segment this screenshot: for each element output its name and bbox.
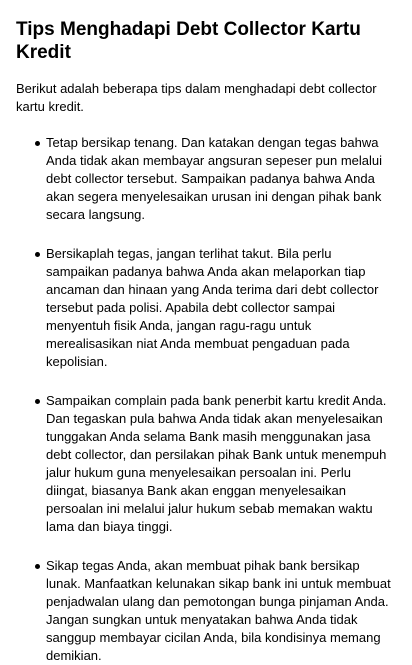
tip-text: Sikap tegas Anda, akan membuat pihak bank bersikap lunak. Manfaatkan kelunakan sikap bank ini untuk membuat penjadwalan ulang dan pemotongan bunga pinjaman Anda. Jangan sungkan untuk menyatakan bahwa Anda tidak sanggup membayar cicilan Anda, bila kondisinya memang demikian. bbox=[46, 558, 391, 663]
list-item bbox=[16, 392, 396, 536]
intro-paragraph: Berikut adalah beberapa tips dalam menghadapi debt collector kartu kredit. bbox=[16, 81, 377, 114]
tips-list bbox=[16, 134, 396, 665]
bullet-icon bbox=[35, 141, 40, 146]
list-item bbox=[16, 245, 396, 371]
tip-text: Tetap bersikap tenang. Dan katakan dengan tegas bahwa Anda tidak akan membayar angsuran sepeser pun melalui debt collector tersebut. Sampaikan padanya bahwa Anda akan segera menyelesaikan urusan ini dengan pihak bank secara langsung. bbox=[46, 135, 383, 222]
list-item bbox=[16, 134, 396, 224]
bullet-icon bbox=[35, 399, 40, 404]
page-title: Tips Menghadapi Debt Collector Kartu Kredit bbox=[16, 19, 361, 63]
list-item bbox=[16, 557, 396, 665]
bullet-icon bbox=[35, 252, 40, 257]
bullet-icon bbox=[35, 564, 40, 569]
tip-text: Bersikaplah tegas, jangan terlihat takut. Bila perlu sampaikan padanya bahwa Anda akan melaporkan tiap ancaman dan hinaan yang Anda terima dari debt collector tersebut pada polisi. Apabila debt collector sampai menyentuh fisik Anda, jangan ragu-ragu untuk merealisasikan niat Anda membuat pengaduan pada kepolisian. bbox=[46, 246, 379, 369]
tip-text: Sampaikan complain pada bank penerbit kartu kredit Anda. Dan tegaskan pula bahwa Anda tidak akan menyelesaikan tunggakan Anda selama Bank masih menggunakan jasa debt collector, dan persilakan pihak Bank untuk menempuh jalur hukum guna menyelesaikan persoalan ini. Perlu diingat, biasanya Bank akan enggan menyelesaikan persoalan ini melalui jalur hukum sebab memakan waktu lama dan biaya tinggi. bbox=[46, 393, 387, 534]
